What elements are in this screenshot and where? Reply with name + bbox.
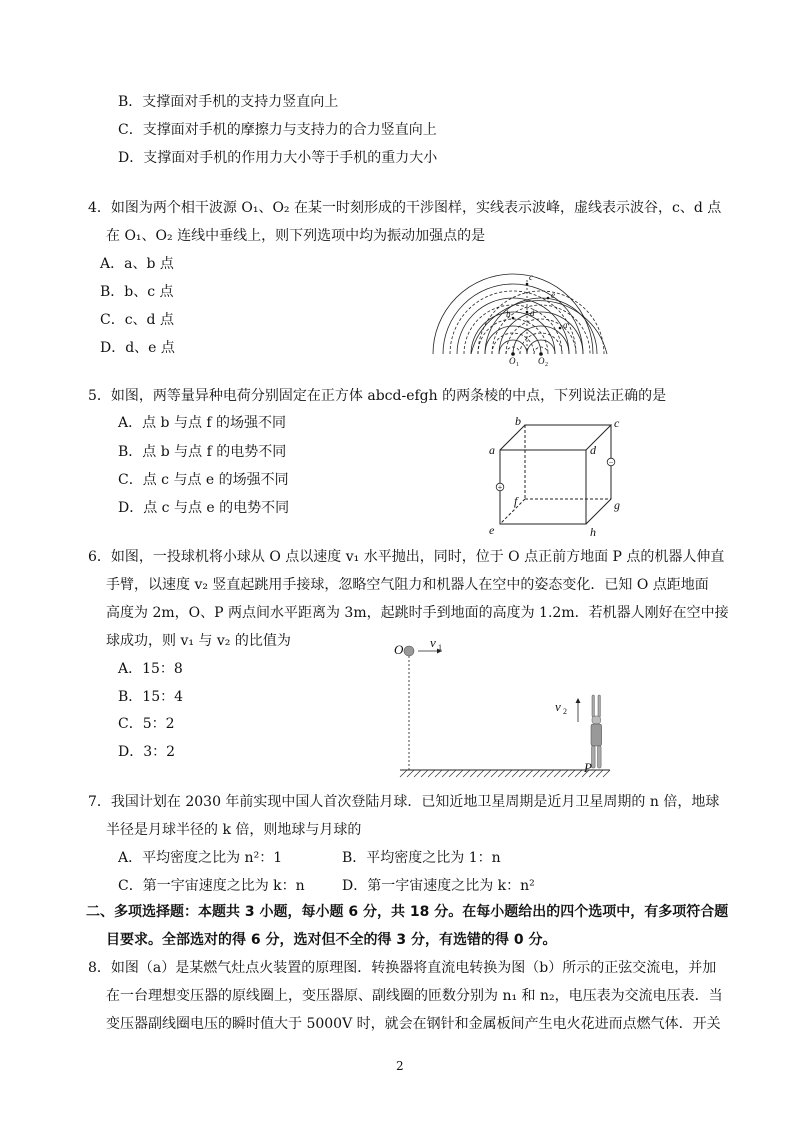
interference-figure — [430, 262, 610, 367]
label-c: c — [614, 416, 620, 430]
q8-stem-line1: 8．如图（a）是某燃气灶点火装置的原理图．转换器将直流电转换为图（b）所示的正弦交流电，并加 — [88, 960, 717, 976]
q4-option-b: B．b、c 点 — [100, 284, 174, 300]
label-v2-sub: 2 — [563, 707, 567, 716]
cube-front-face — [497, 450, 586, 524]
q6-option-a: A．15：8 — [118, 661, 183, 677]
q5-stem-line1: 5．如图，两等量异种电荷分别固定在正方体 abcd-efgh 的两条棱的中点，下列说法正确的是 — [88, 388, 667, 404]
q4-option-d: D．d、e 点 — [100, 340, 175, 356]
label-o2-sub: 2 — [545, 362, 548, 367]
q4-option-c: C．c、d 点 — [100, 312, 174, 328]
q4-option-a: A．a、b 点 — [100, 256, 174, 272]
q6-option-c: C．5：2 — [118, 716, 175, 732]
q6-option-d: D．3：2 — [118, 744, 176, 760]
q7-stem-line1: 7．我国计划在 2030 年前实现中国人首次登陆月球．已知近地卫星周期是近月卫星周期的 n 倍，地球 — [88, 794, 720, 810]
q4-stem-line2: 在 O₁、O₂ 连线中垂线上，则下列选项中均为振动加强点的是 — [106, 228, 486, 244]
point-b-dot — [512, 317, 515, 320]
page-number: 2 — [396, 1059, 404, 1073]
label-f: f — [514, 494, 518, 508]
label-a: a — [489, 443, 495, 457]
label-d: d — [530, 308, 535, 318]
v2-arrowhead — [576, 698, 581, 703]
q5-option-b: B．点 b 与点 f 的电势不同 — [118, 444, 287, 460]
cube-figure — [480, 412, 630, 540]
label-o: O — [394, 642, 404, 657]
q3-option-b: B．支撑面对手机的支持力竖直向上 — [118, 94, 339, 110]
label-v1: v — [430, 635, 436, 650]
label-d: d — [590, 443, 596, 457]
projectile-figure — [388, 630, 620, 782]
q5-option-c: C．点 c 与点 e 的场强不同 — [118, 472, 289, 488]
ground-hatching — [400, 770, 610, 777]
label-p: P — [584, 760, 592, 775]
positive-charge-sign: + — [497, 483, 503, 492]
label-v1-sub: 1 — [438, 643, 442, 652]
label-g: g — [614, 498, 620, 512]
label-a: a — [563, 320, 568, 330]
q6-stem-line2: 手臂，以速度 v₂ 竖直起跳用手接球，忽略空气阻力和机器人在空中的姿态变化．已知 O 点距地面 — [106, 577, 709, 593]
negative-charge-sign: − — [608, 458, 614, 467]
q7-stem-line2: 半径是月球半径的 k 倍，则地球与月球的 — [106, 822, 362, 838]
label-e: e — [489, 523, 495, 537]
q6-stem-line4: 球成功，则 v₁ 与 v₂ 的比值为 — [106, 633, 291, 649]
q8-stem-line3: 变压器副线圈电压的瞬时值大于 5000V 时，就会在钢针和金属板间产生电火花进而点燃气体．开关 — [106, 1016, 721, 1032]
label-e: e — [551, 290, 555, 300]
q7-option-d: D．第一宇宙速度之比为 k：n² — [342, 878, 535, 894]
label-h: h — [590, 525, 596, 539]
ball-icon — [404, 646, 414, 656]
q7-option-a: A．平均密度之比为 n²：1 — [118, 850, 283, 866]
cube-hidden-edges — [497, 425, 611, 524]
q7-option-b: B．平均密度之比为 1：n — [342, 850, 501, 866]
q5-option-d: D．点 c 与点 e 的电势不同 — [118, 500, 290, 516]
q3-option-d: D．支撑面对手机的作用力大小等于手机的重力大小 — [118, 150, 438, 166]
q3-option-c: C．支撑面对手机的摩擦力与支持力的合力竖直向上 — [118, 122, 437, 138]
point-d-dot — [526, 311, 529, 314]
q6-option-b: B．15：4 — [118, 689, 184, 705]
point-e-dot — [547, 297, 550, 300]
point-a-dot — [559, 327, 562, 330]
label-o1: O — [509, 356, 516, 366]
robot-icon — [591, 695, 602, 768]
point-c-dot — [526, 283, 529, 286]
label-o2: O — [538, 356, 545, 366]
label-o1-sub: 1 — [516, 362, 519, 367]
q8-stem-line2: 在一台理想变压器的原线圈上，变压器原、副线圈的匝数分别为 n₁ 和 n₂，电压表为交流电压表．当 — [106, 988, 723, 1004]
section2-heading-line2: 目要求。全部选对的得 6 分，选对但不全的得 3 分，有选错的得 0 分。 — [106, 932, 557, 948]
q5-option-a: A．点 b 与点 f 的场强不同 — [118, 415, 287, 431]
label-v2: v — [555, 699, 561, 714]
cube-right-edges — [586, 425, 611, 524]
q6-stem-line1: 6．如图，一投球机将小球从 O 点以速度 v₁ 水平抛出，同时，位于 O 点正前方地面 P 点的机器人伸直 — [88, 549, 725, 565]
label-b: b — [506, 309, 511, 319]
q6-stem-line3: 高度为 2m，O、P 两点间水平距离为 3m，起跳时手到地面的高度为 1.2m．若机器人刚好在空中接 — [106, 605, 729, 621]
section2-heading-line1: 二、多项选择题：本题共 3 小题，每小题 6 分，共 18 分。在每小题给出的四个选项中，有多项符合题 — [86, 904, 729, 920]
label-b: b — [515, 414, 521, 428]
q7-option-c: C．第一宇宙速度之比为 k：n — [118, 878, 305, 894]
q4-stem-line1: 4．如图为两个相干波源 O₁、O₂ 在某一时刻形成的干涉图样，实线表示波峰，虚线表示波谷，c、d 点 — [88, 200, 722, 216]
label-c: c — [529, 272, 533, 282]
